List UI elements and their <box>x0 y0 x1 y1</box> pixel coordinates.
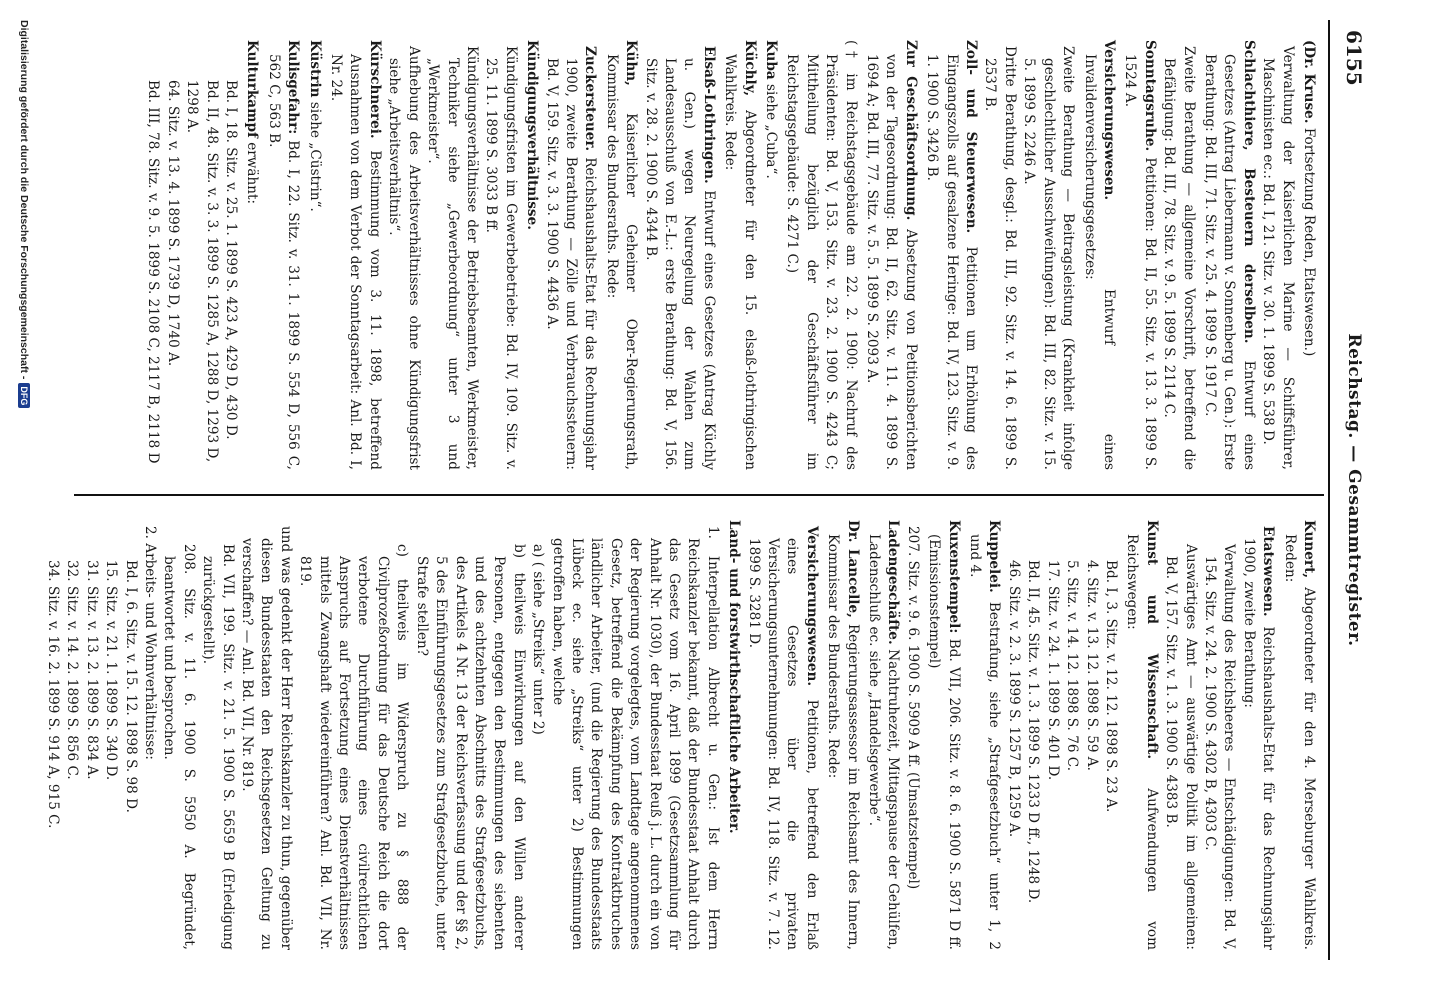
index-entry <box>601 40 640 470</box>
index-entry <box>724 520 743 950</box>
dfg-logo: DFG <box>18 383 30 408</box>
index-subentry <box>743 520 821 950</box>
reference-line: 32. Sitz. v. 14. 2. 1899 S. 856 C. <box>64 560 81 780</box>
subentry-heading: Elsaß-Lothringen. <box>700 46 717 184</box>
index-entry <box>922 40 980 470</box>
reference-line: Bd. II, 45. Sitz. v. 1. 3. 1899 S. 1233 D ff., 1248 D. <box>1025 560 1042 904</box>
reference-line: 46. Sitz. v. 2. 3. 1899 S. 1257 B, 1259 A. <box>1005 560 1022 838</box>
index-entry <box>1120 40 1159 470</box>
page-title: Reichstag. — Gesammtregister. <box>1344 333 1364 647</box>
index-entry <box>924 520 963 950</box>
entry-heading: Zoll- und Steuerwesen. <box>963 40 980 234</box>
index-subentry-nested: Verwaltung des Reichsheeres — Entschädigungen: Bd. V, 154. Sitz. v. 24. 2. 1900 S. 4302 B, 4303 C. <box>1201 544 1238 950</box>
entry-heading: Kulturkampf <box>244 40 261 138</box>
entry-heading: Küchly, <box>741 40 758 97</box>
reference-line: Bd. I, 3. Sitz. v. 12. 12. 1898 S. 23 A. <box>1102 560 1119 813</box>
reference-line: 34. Sitz. v. 16. 2. 1899 S. 914 A, 915 C. <box>45 560 61 829</box>
entry-text: erwähnt: <box>244 142 261 205</box>
entry-heading: Kulisgefahr: <box>285 40 302 135</box>
reference-line: 15. Sitz. v. 21. 1. 1899 S. 340 D. <box>103 560 120 781</box>
entry-heading: Versicherungswesen. <box>1100 40 1117 201</box>
column-divider <box>74 494 1324 496</box>
reference-line: Bd. I, 18. Sitz. v. 25. 1. 1899 S. 423 A, 429 D, 430 D. <box>223 80 240 440</box>
page-number: 6155 <box>1342 30 1366 86</box>
index-entry <box>782 40 860 470</box>
digitization-credit <box>18 20 30 980</box>
entry-text: Kaiserlicher Geheimer Ober-Regierungsrath, Kommissar des Bundesraths. Rede: <box>603 54 640 470</box>
index-subentry: Aufhebung des Arbeitsverhältnisses ohne Kündigungsfrist siehe „Arbeitsverhältnis“. <box>386 46 422 470</box>
index-subentry-nested: 208. Sitz. v. 11. 6. 1900 S. 5950 A. Begründet, beantwortet und besprochen. <box>161 544 197 950</box>
index-subentry: und was gedenkt der Herr Reichskanzler zu thun, gegenüber diesen Bundesstaaten den Reichsgesetzen Geltung zu verschaffen? — Anl. Bd. VII, Nr. 819. <box>239 526 294 950</box>
index-entry <box>326 40 384 470</box>
entry-text: Abgeordneter für den 15. elsaß-lothringischen Wahlkreis. Rede: <box>722 54 758 470</box>
index-entry <box>862 40 920 470</box>
index-subentry: Verwaltung der Kaiserlichen Marine — Schiffsführer, Maschinisten ec.: Bd. I, 21. Sitz. v. 30. 1. 1899 S. 538 D. <box>1260 46 1296 470</box>
entry-heading: Kürschnerei. <box>366 40 383 139</box>
entry-text: Petitionen: Bd. II, 55. Sitz. v. 13. 3. 1899 S. 1524 A. <box>1122 54 1158 470</box>
index-entry <box>522 40 541 470</box>
reference-line: Bd. I, 6. Sitz. v. 15. 12. 1898 S. 98 D. <box>122 560 139 813</box>
index-entry <box>304 40 323 470</box>
index-entry <box>263 40 302 470</box>
entry-heading: Kuppelei. <box>986 520 1003 593</box>
entry-heading: Kunst und Wissenschaft. <box>1143 520 1160 760</box>
index-entry <box>823 520 862 950</box>
entry-text: Entwurf eines Gesetzes (Antrag Liebermann v. Sonnenberg u. Gen.): Erste Berathung: Bd. III, 71. Sitz. v. 25. 4. 1899 S. 1917 C. <box>1201 54 1257 470</box>
subentry-text: Reichshaushalts-Etat für das Rechnungsjahr 1900, zweite Berathung — Zölle und Verbrauchssteuern: Bd. V, 159. Sitz. v. 3. 3. 1900 S. 4436 A. <box>543 58 599 470</box>
index-entry <box>1079 40 1118 470</box>
entry-text: Bestrafung, siehe „Strafgesetzbuch“ unter 1, 2 und 4. <box>967 534 1003 950</box>
entry-text: Nachtruhezeit, Mittagspause der Gehülfen, Ladenschluß ec. siehe „Handelsgewerbe“. <box>866 534 902 950</box>
credit-text: Digitalisierung gefördert durch die Deutsche Forschungsgemeinschaft - <box>18 20 30 380</box>
index-subentry <box>1238 520 1277 950</box>
index-entry <box>242 40 261 470</box>
entry-text: Bestimmung vom 3. 11. 1898, betreffend Ausnahmen von dem Verbot der Sonntagsarbeit: Anl. Bd. I, Nr. 24. <box>328 54 383 470</box>
reference-line: 31. Sitz. v. 13. 2. 1899 S. 834 A. <box>83 560 100 780</box>
index-subentry <box>640 40 718 470</box>
left-column <box>143 40 1318 470</box>
entry-text: Bd. I, 22. Sitz. v. 31. 1. 1899 S. 554 D, 556 C, 562 C, 563 B. <box>265 54 302 470</box>
index-subentry-nested: Bd. VII, 199. Sitz. v. 21. 5. 1900 S. 5659 B (Erledigung zurückgestellt). <box>200 544 236 950</box>
entry-heading: Dr. Lancelle, <box>844 520 861 618</box>
index-subentry: Kündigungsfristen im Gewerbebetriebe: Bd. IV, 109. Sitz. v. 25. 11. 1899 S. 3033 B ff. <box>483 46 519 470</box>
index-entry <box>1299 40 1318 470</box>
index-subentry-nested: c) theilweis im Widerspruch zu § 888 der Civilprozeßordnung für das Deutsche Reich die dort verbotene Durchführung eines civilrechtlichen Anspruchs auf Fortsetzung eines Dienstverhältnisses mittels Zwangshaft wiedereinführen? Anl. Bd. VII, Nr. 819. <box>297 544 411 950</box>
entry-text: siehe „Cüstrin“. <box>306 101 323 212</box>
entry-text: Aufwendungen vom Reichswegen: <box>1124 534 1160 950</box>
index-subentry: 207. Sitz. v. 9. 6. 1900 S. 5909 A ff. (Umsatzstempel) <box>904 526 921 890</box>
entry-text: Regierungsassessor im Reichsamt des Innern, Kommissar des Bundesraths. Rede: <box>825 534 861 950</box>
page-header <box>1334 30 1374 950</box>
entry-text: († im Reichstagsgebäude am 22. 2. 1900: Nachruf des Präsidenten: Bd. V, 153. Sitz. v. 23. 2. 1900 S. 4243 C; Mittheilung bezüglich der Geschäftsführer im Reichstagsgebäude: S. 4271 C.) <box>784 40 859 470</box>
entry-heading: Kuba <box>763 40 780 80</box>
index-subentry-nested: a) ( siehe „Streiks“ unter 2) <box>530 544 547 735</box>
entry-text: siehe „Cuba“. <box>763 84 780 179</box>
reference-line: 4. Sitz. v. 13. 12. 1898 S. 59 A. <box>1083 560 1100 771</box>
entry-heading: (Dr. Kruse. <box>1301 40 1317 124</box>
index-subentry: Zweite Berathung — allgemeine Vorschrift, betreffend die Befähigung: Bd. III, 78. Sitz. v. 9. 5. 1899 S. 2114 C. <box>1161 46 1197 470</box>
index-subentry: Dritte Berathung, desgl.: Bd. III, 92. Sitz. v. 14. 6. 1899 S. 2537 B. <box>982 46 1018 470</box>
entry-heading: Kunert, <box>1301 520 1317 579</box>
subentry-heading: Versicherungswesen. <box>803 526 820 687</box>
entry-text: Absetzung von Petitionsberichten von der Tagesordnung: Bd. II, 62. Sitz. v. 11. 4. 1899 S. 1694 A; Bd. III, 77. Sitz. v. 5. 5. 1899 S. 2093 A. <box>864 54 919 470</box>
reference-list <box>143 40 240 470</box>
entry-text: Abgeordneter für den 4. Merseburger Wahlkreis. Reden: <box>1281 534 1317 951</box>
entry-heading: Kuxenstempel: <box>945 520 962 634</box>
index-subentry: 1. Interpellation Albrecht u. Gen.: Ist dem Herrn Reichskanzler bekannt, daß der Bundesstaat Anhalt durch das Gesetz vom 16. April 1899 (Gesetzsammlung für Anhalt Nr. 1030), der Bundesstaat Reuß j. L. durch ein von der Regierung vorgelegtes, vom Landtage angenommenes Gesetz, betreffend die Bekämpfung des Kontraktbruches ländlicher Arbeiter, (und die Regierung des Bundesstaats Lübeck ec. siehe „Streiks“ unter 2) Bestimmungen getroffen haben, welche <box>549 526 721 950</box>
index-subentry: 2. Arbeits- und Wohnverhältnisse: <box>142 526 159 760</box>
index-entry <box>965 520 1004 950</box>
subentry-text: Petitionen, betreffend den Erlaß eines Gesetzes über die privaten Versicherungsunternehmungen: Bd. IV, 118. Sitz. v. 7. 12. 1899 S. 3281 D. <box>745 538 820 951</box>
subentry-heading: Zuckersteuer. <box>582 46 599 152</box>
entry-heading: Sonntagsruhe. <box>1141 40 1158 152</box>
subentry-text: Entwurf eines Gesetzes (Antrag Küchly u. Gen.) wegen Neuregelung der Wahlen zum Landesausschuß von E.-L.: erste Berathung: Bd. V, 156. Sitz. v. 28. 2. 1900 S. 4344 B. <box>642 58 717 470</box>
index-subentry-nested: b) theilweis Einwirkungen auf den Willen anderer Personen, entgegen den Bestimmungen des siebenten und des achtzehnten Abschnitts des Strafgesetzbuchs, des Artikels 4 Nr. 13 der Reichsverfassung und der §§ 2, 5 des Einführungsgesetzes zum Strafgesetzbuche, unter Strafe stellen? <box>413 544 527 950</box>
right-column <box>43 520 1318 950</box>
index-entry <box>761 40 780 470</box>
index-entry <box>1122 520 1161 950</box>
index-entry <box>864 520 903 950</box>
index-entry <box>720 40 759 470</box>
index-subentry <box>541 40 599 470</box>
reference-list <box>43 520 140 950</box>
entry-heading: Kühn, <box>623 40 640 86</box>
entry-text: Petitionen um Erhöhung des Eingangszolls auf gesalzene Heringe: Bd. IV, 123. Sitz. v. 9. 1. 1900 S. 3426 B. <box>924 54 980 470</box>
index-subentry: Zweite Berathung — Beitragsleistung (Krankheit infolge geschlechtlicher Ausschweifungen): Bd. III, 82. Sitz. v. 15. 5. 1899 S. 2246 A. <box>1021 46 1077 470</box>
index-entry <box>1200 40 1258 470</box>
reference-line: Bd. II, 48. Sitz. v. 3. 3. 1899 S. 1285 A, 1288 D, 1293 D, 1298 A. <box>184 80 220 463</box>
reference-line: 17. Sitz. v. 24. 1. 1899 S. 401 D. <box>1044 560 1061 781</box>
entry-text: Entwurf eines Invalidenversicherungsgesetzes: <box>1081 54 1117 470</box>
entry-heading: Ladengeschäfte. <box>885 520 902 645</box>
index-subentry: Kündigungsverhältnisse der Betriebsbeamten, Werkmeister, Techniker siehe „Gewerbeordnung“ unter 3 und „Werkmeister“. <box>425 46 480 470</box>
subentry-heading: Etatswesen. <box>1260 526 1277 617</box>
entry-text: Bd. VII, 206. Sitz. v. 8. 6. 1900 S. 5871 D ff. (Emissionsstempel) <box>926 534 962 950</box>
entry-text: Fortsetzung Reden, Etatswesen.) <box>1301 127 1317 357</box>
reference-line: Bd. III, 78. Sitz. v. 9. 5. 1899 S. 2108 C, 2117 B, 2118 D <box>145 80 162 464</box>
entry-heading: Land- und forstwirthschaftliche Arbeiter. <box>726 520 743 834</box>
index-entry <box>1279 520 1318 950</box>
entry-heading: Zur Geschäftsordnung. <box>902 40 919 221</box>
index-subentry-nested: Auswärtiges Amt — auswärtige Politik im allgemeinen: Bd. V, 157. Sitz. v. 1. 3. 1900 S. 4383 B. <box>1163 544 1199 950</box>
reference-line: 5. Sitz. v. 14. 12. 1898 S. 76 C. <box>1064 560 1081 772</box>
entry-heading: Schlachthiere, Besteuern derselben. <box>1240 40 1257 344</box>
entry-heading: Küstrin <box>306 40 323 98</box>
reference-list <box>1004 520 1120 950</box>
subentry-text: Reichshaushalts-Etat für das Rechnungsjahr 1900, zweite Berathung: <box>1240 538 1277 950</box>
entry-heading: Kündigungsverhältnisse. <box>524 40 541 230</box>
reference-line: 64. Sitz. v. 13. 4. 1899 S. 1739 D, 1740 A. <box>164 80 181 367</box>
header-rule <box>1328 20 1330 960</box>
